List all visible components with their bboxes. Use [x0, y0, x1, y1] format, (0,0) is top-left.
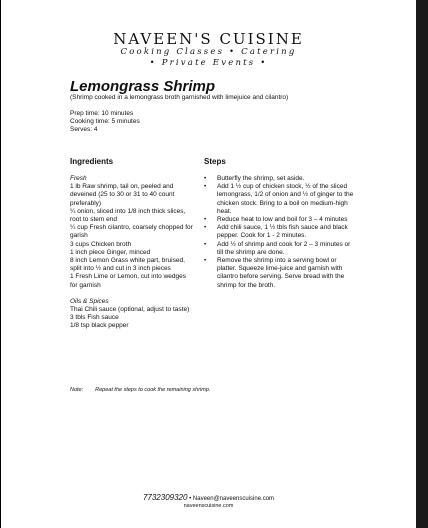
footer-email[interactable]: Naveen@naveenscuisine.com [192, 496, 275, 502]
ingredients-heading: Ingredients [70, 157, 114, 166]
fresh-label: Fresh [70, 175, 87, 182]
step-text: Add chili sauce, 1 ½ tbls fish sauce and black pepper. Cook for 1 - 2 minutes. [217, 224, 348, 240]
step-item [204, 257, 354, 290]
step-item [204, 175, 354, 183]
ingredient-item: Thai Chili sauce (optional, adjust to taste) [70, 306, 190, 314]
brand-name: NAVEEN'S CUISINE [113, 30, 304, 48]
ingredient-item: 8 inch Lemon Grass white part, bruised, split into ½ and cut in 3 inch pieces [70, 257, 185, 273]
spacer [70, 290, 195, 298]
step-text: Remove the shrimp into a serving bowl or platter. Squeeze lime-juice and garnish with cilantro before serving. Serve bread with the shrimp for the broth. [217, 257, 345, 289]
note [70, 387, 210, 393]
step-item [204, 241, 354, 257]
footer-phone: 7732309320 [142, 493, 188, 502]
recipe-subtitle: (Shrimp cooked in a lemongrass broth garnished with limejuice and cilantro) [70, 94, 289, 101]
prep-time: Prep time: 10 minutes [70, 110, 134, 117]
recipe-page [1, 0, 416, 528]
bullet-icon: • [204, 257, 207, 265]
step-text: Add ½ of shrimp and cook for 2 – 3 minutes or till the shrimp are done. [217, 240, 351, 256]
ingredient-item: ¼ onion, sliced into 1/8 inch thick slices, root to stem end [70, 207, 186, 224]
ingredient-item: 1 inch piece Ginger, minced [70, 248, 151, 256]
serves: Serves: 4 [70, 126, 98, 133]
step-item [204, 216, 354, 224]
recipe-title: Lemongrass Shrimp [70, 78, 216, 95]
step-item [204, 183, 354, 216]
footer-contact [1, 493, 416, 502]
footer-website[interactable]: naveenscuisine.com [183, 503, 234, 509]
ingredient-item: 3 tbls Fish sauce [70, 314, 119, 322]
oils-spices-label: Oils & Spices [70, 297, 109, 305]
cooking-time: Cooking time: 5 minutes [70, 118, 140, 125]
steps-list [204, 175, 354, 290]
bullet-icon: • [204, 240, 207, 248]
bullet-icon: • [204, 216, 207, 224]
bullet-icon: • [204, 175, 207, 182]
brand-tagline-line2: • Private Events • [149, 58, 268, 68]
step-text: Add 1 ½ cup of chicken stock, ½ of the sliced lemongrass, 1/2 of onion and ½ of ginger to the chicken stock. Bring to a boil on medium-high heat. [217, 183, 354, 215]
step-text: Butterfly the shrimp, set aside. [217, 175, 305, 182]
note-text: Repeat the steps to cook the remaining shrimp. [95, 387, 211, 393]
page-edge [416, 0, 428, 528]
note-label: Note: [70, 387, 84, 393]
ingredient-item: 1/8 tsp black pepper [70, 322, 129, 330]
steps-heading: Steps [204, 157, 226, 166]
ingredient-item: ¼ cup Fresh cilantro, coarsely chopped for garish [70, 224, 193, 240]
bullet-icon: • [204, 183, 207, 191]
ingredient-item: 1 lb Raw shrimp, tail on, peeled and deveined (25 to 30 or 31 to 40 count preferably) [70, 183, 175, 207]
brand-tagline-line1: Cooking Classes • Catering [120, 47, 297, 57]
step-text: Reduce heat to low and boil for 3 – 4 minutes [217, 216, 348, 224]
step-item [204, 224, 354, 240]
footer-separator: • [189, 496, 192, 502]
ingredient-item: 1 Fresh Lime or Lemon, cut into wedges for garnish [70, 273, 186, 289]
ingredient-item: 3 cups Chicken broth [70, 240, 132, 248]
ingredients-list [70, 175, 195, 331]
bullet-icon: • [204, 224, 207, 232]
